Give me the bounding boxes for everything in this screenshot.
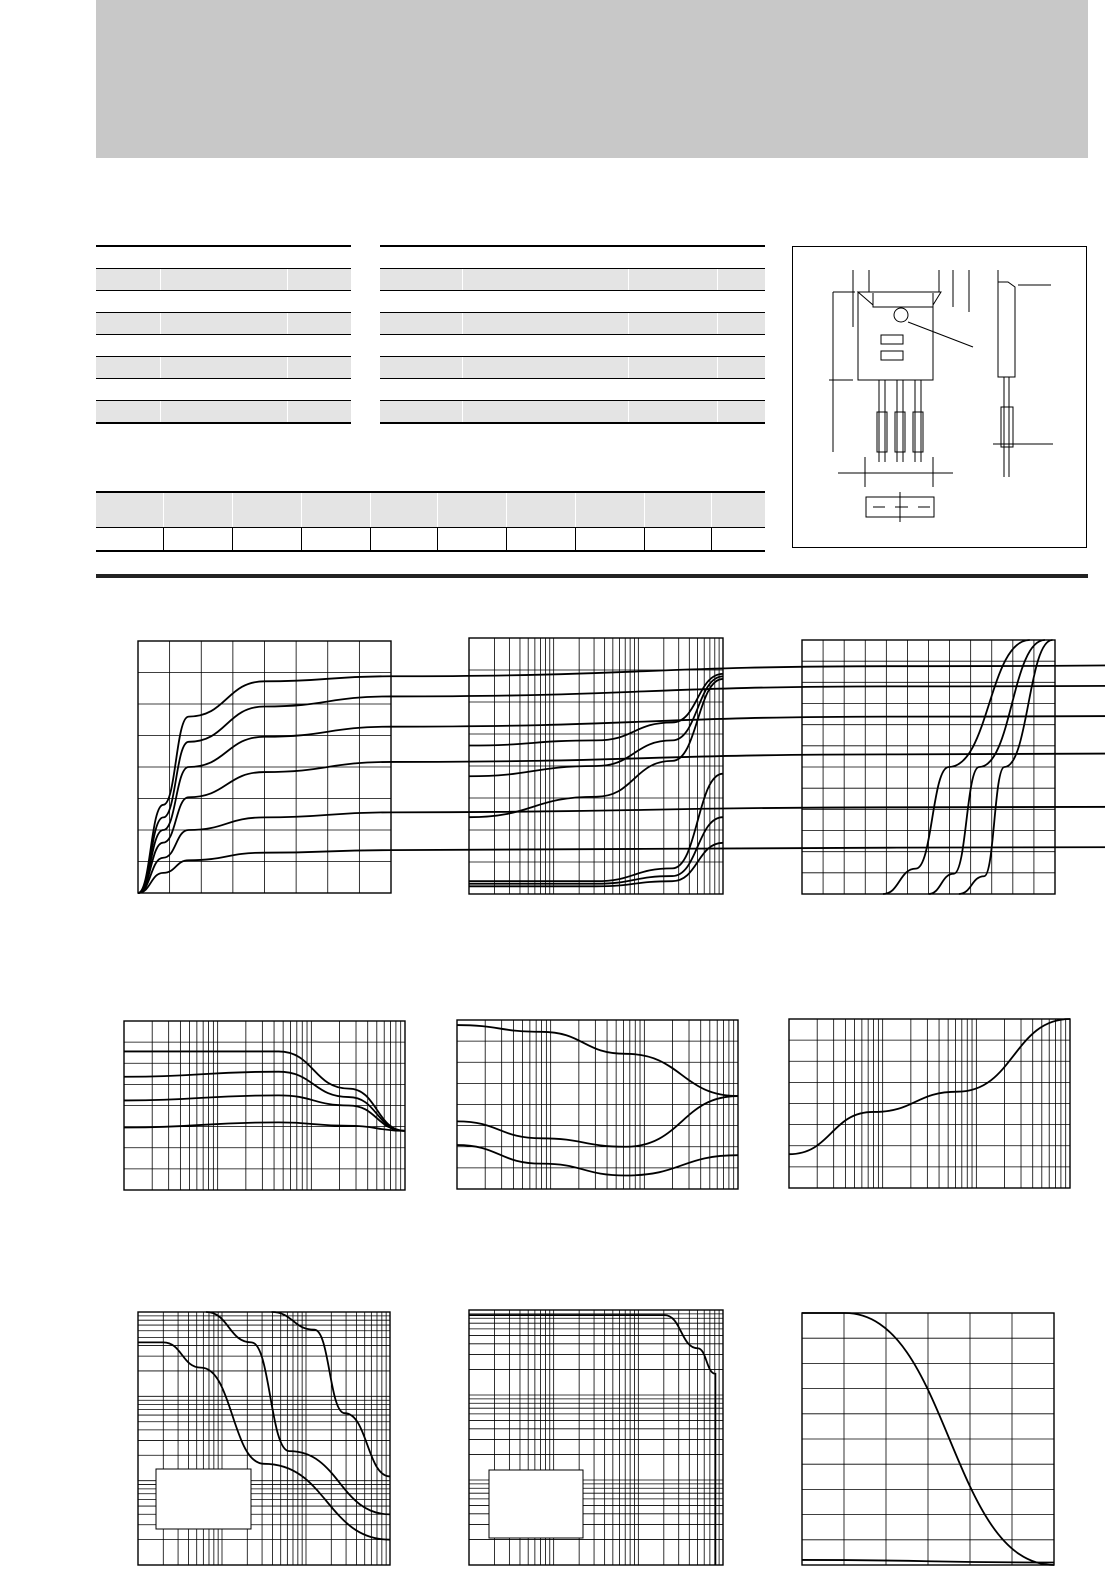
series-line-6 xyxy=(469,843,723,887)
chart-8 xyxy=(469,1310,723,1565)
series-line-2 xyxy=(457,1096,738,1147)
series-line-2 xyxy=(802,1560,1054,1563)
legend-box xyxy=(156,1469,251,1529)
series-line-1 xyxy=(457,1025,738,1096)
series-line-4 xyxy=(469,774,723,882)
grid xyxy=(802,640,1055,894)
header-band xyxy=(96,0,1088,158)
chart-9 xyxy=(802,1313,1054,1565)
chart-2 xyxy=(469,638,723,894)
ratings-table xyxy=(96,245,351,424)
package-outline-box xyxy=(792,246,1087,548)
series-line-3 xyxy=(457,1145,738,1175)
grid xyxy=(138,641,391,893)
series-line-2 xyxy=(469,676,723,776)
series-line-5 xyxy=(469,817,723,884)
chart-3 xyxy=(802,640,1055,894)
chart-7 xyxy=(138,1312,390,1565)
characteristics-table xyxy=(380,245,765,424)
chart-1 xyxy=(138,641,391,893)
grid xyxy=(789,1019,1070,1188)
series-line-1 xyxy=(789,1019,1070,1154)
chart-6 xyxy=(789,1019,1070,1188)
chart-5 xyxy=(457,1020,738,1189)
hfe-rank-table xyxy=(96,491,765,552)
series-line-3 xyxy=(469,679,723,817)
chart-4 xyxy=(124,1021,405,1190)
package-drawing xyxy=(793,247,1088,549)
legend-box xyxy=(489,1470,583,1538)
section-divider xyxy=(96,574,1088,578)
grid xyxy=(457,1020,738,1189)
grid xyxy=(124,1021,405,1190)
grid xyxy=(802,1313,1054,1565)
